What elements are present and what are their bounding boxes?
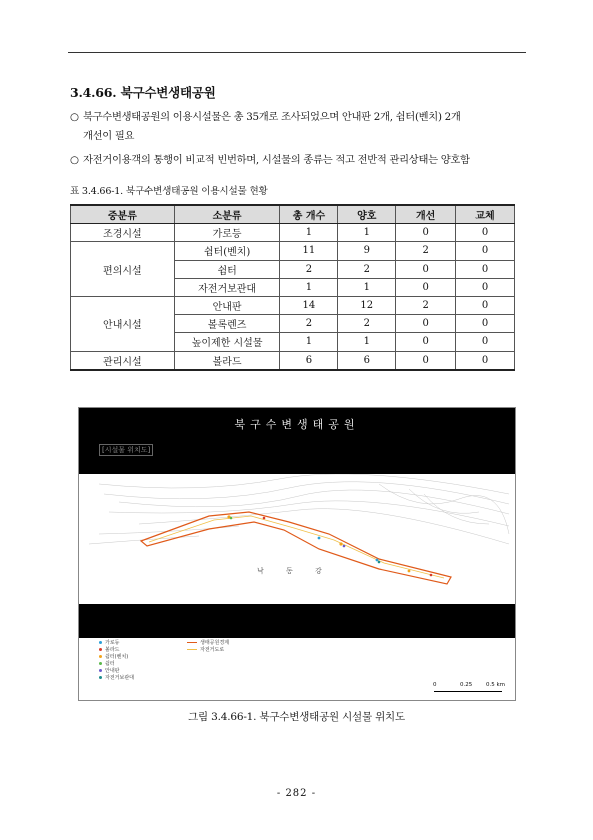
total-cell: 2 — [280, 260, 338, 278]
legend-item — [99, 661, 147, 668]
bullet-item-1 — [70, 108, 532, 146]
good-cell: 9 — [338, 242, 396, 260]
good-cell: 2 — [338, 260, 396, 278]
legend-item — [187, 640, 235, 647]
subcategory-cell: 자전거보관대 — [174, 278, 280, 296]
legend-dot-icon — [99, 655, 102, 658]
bullet-mark: ○ — [70, 154, 79, 166]
replace-cell: 0 — [456, 351, 515, 370]
figure-caption: 그림 3.4.66-1. 북구수변생태공원 시설물 위치도 — [188, 711, 405, 723]
legend-line-icon — [187, 649, 197, 650]
legend-label: 쉼터(벤치) — [105, 654, 129, 660]
facility-table — [70, 204, 515, 371]
improve-cell: 0 — [396, 224, 456, 242]
total-cell: 2 — [280, 315, 338, 333]
table-row — [71, 296, 515, 314]
legend-item — [187, 654, 235, 661]
page-number: - 282 - — [276, 788, 317, 799]
replace-cell: 0 — [456, 260, 515, 278]
total-cell: 11 — [280, 242, 338, 260]
legend-item — [187, 661, 235, 668]
good-cell: 1 — [338, 278, 396, 296]
legend-row — [99, 675, 235, 682]
subcategory-cell: 안내판 — [174, 296, 280, 314]
subcategory-cell: 볼라드 — [174, 351, 280, 370]
legend-line-icon — [187, 642, 197, 643]
subcategory-cell: 볼록렌즈 — [174, 315, 280, 333]
river-label: 낙 동 강 — [257, 567, 332, 575]
table-row — [71, 351, 515, 370]
legend-label: 생태공원경계 — [200, 640, 229, 646]
improve-cell: 0 — [396, 278, 456, 296]
table-row — [71, 242, 515, 260]
replace-cell: 0 — [456, 333, 515, 351]
category-cell: 편의시설 — [71, 242, 175, 297]
legend-item — [187, 675, 235, 682]
category-cell: 안내시설 — [71, 296, 175, 351]
replace-cell: 0 — [456, 224, 515, 242]
total-cell: 1 — [280, 333, 338, 351]
legend-dot-icon — [99, 641, 102, 644]
table-caption: 표 3.4.66-1. 북구수변생태공원 이용시설물 현황 — [70, 186, 268, 197]
legend-dot-icon — [99, 662, 102, 665]
subcategory-cell: 높이제한 시설물 — [174, 333, 280, 351]
scale-label-0: 0 — [433, 682, 437, 688]
total-cell: 1 — [280, 224, 338, 242]
col-header-subcategory: 소분류 — [174, 205, 280, 224]
good-cell: 6 — [338, 351, 396, 370]
good-cell: 1 — [338, 224, 396, 242]
legend-row — [99, 647, 235, 654]
legend-label: 자전거보관대 — [105, 675, 134, 681]
legend-item — [99, 668, 147, 675]
legend-label: 안내판 — [105, 668, 120, 674]
improve-cell: 0 — [396, 260, 456, 278]
subcategory-cell: 가로등 — [174, 224, 280, 242]
legend-item — [99, 675, 147, 682]
subcategory-cell: 쉼터 — [174, 260, 280, 278]
good-cell: 2 — [338, 315, 396, 333]
bullet-item-2 — [70, 151, 532, 170]
legend-label: 쉼터 — [105, 661, 115, 667]
improve-cell: 0 — [396, 333, 456, 351]
legend-row — [99, 661, 235, 668]
facility-location-map — [78, 407, 516, 701]
improve-cell: 0 — [396, 315, 456, 333]
legend-row — [99, 668, 235, 675]
facility-table-body — [71, 205, 515, 370]
improve-cell: 0 — [396, 351, 456, 370]
scale-bar-line — [434, 691, 502, 692]
subcategory-cell: 쉼터(벤치) — [174, 242, 280, 260]
legend-item — [99, 654, 147, 661]
col-header-improve: 개선 — [396, 205, 456, 224]
legend-item — [187, 668, 235, 675]
col-header-good: 양호 — [338, 205, 396, 224]
total-cell: 1 — [280, 278, 338, 296]
map-subtitle: [시설물 위치도] — [99, 444, 153, 456]
table-header-row — [71, 205, 515, 224]
replace-cell: 0 — [456, 315, 515, 333]
replace-cell: 0 — [456, 296, 515, 314]
map-drawing — [79, 474, 515, 604]
improve-cell: 2 — [396, 242, 456, 260]
map-legend-band — [79, 604, 515, 638]
legend-item — [187, 647, 235, 654]
legend-label: 가로등 — [105, 640, 120, 646]
header-rule — [68, 52, 526, 53]
bullet-text: 북구수변생태공원의 이용시설물은 총 35개로 조사되었으며 안내판 2개, 쉼터(벤치) 2개 — [83, 111, 461, 123]
contour-lines — [89, 474, 509, 544]
legend-label: 볼라드 — [105, 647, 120, 653]
replace-cell: 0 — [456, 278, 515, 296]
scale-label-1: 0.25 — [460, 682, 473, 688]
scale-label-2: 0.5 km — [486, 682, 506, 688]
legend-row — [99, 654, 235, 661]
category-cell: 조경시설 — [71, 224, 175, 242]
improve-cell: 2 — [396, 296, 456, 314]
category-cell: 관리시설 — [71, 351, 175, 370]
col-header-replace: 교체 — [456, 205, 515, 224]
bullet-text: 자전거이용객의 통행이 비교적 빈번하며, 시설물의 종류는 적고 전반적 관리상태는 양호함 — [83, 154, 470, 166]
legend-label: 자전거도로 — [200, 647, 225, 653]
total-cell: 6 — [280, 351, 338, 370]
map-title: 북구수변생태공원 — [234, 418, 360, 431]
section-heading: 3.4.66. 북구수변생태공원 — [70, 85, 216, 100]
legend-item — [99, 647, 147, 654]
map-legend — [99, 640, 235, 682]
bullet-mark: ○ — [70, 111, 79, 123]
bullet-text-continued: 개선이 필요 — [83, 130, 135, 142]
replace-cell: 0 — [456, 242, 515, 260]
total-cell: 14 — [280, 296, 338, 314]
legend-item — [99, 640, 147, 647]
col-header-total: 총 개수 — [280, 205, 338, 224]
col-header-category: 중분류 — [71, 205, 175, 224]
legend-dot-icon — [99, 676, 102, 679]
good-cell: 12 — [338, 296, 396, 314]
legend-dot-icon — [99, 669, 102, 672]
legend-row — [99, 640, 235, 647]
good-cell: 1 — [338, 333, 396, 351]
table-row — [71, 224, 515, 242]
legend-dot-icon — [99, 648, 102, 651]
